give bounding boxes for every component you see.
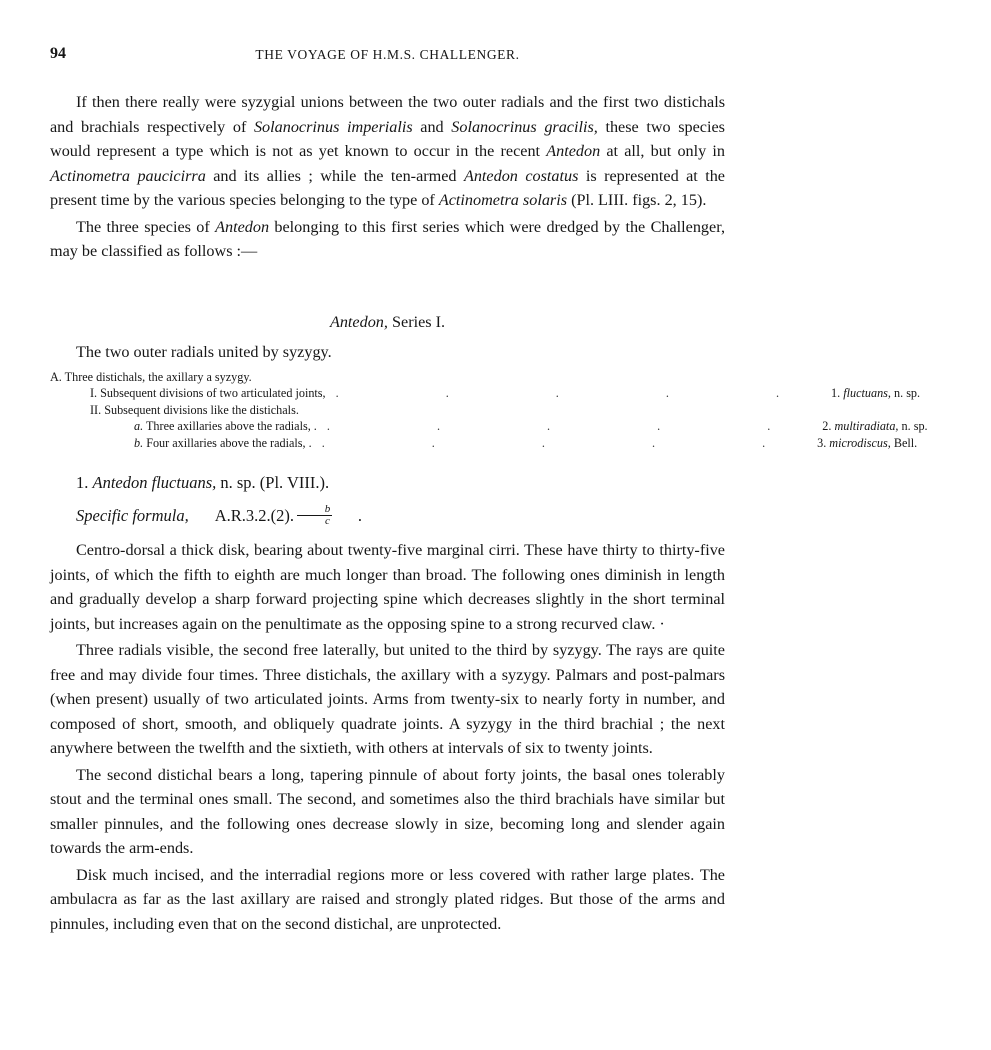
text-run: The three species of — [76, 217, 216, 236]
taxon-name: Antedon costatus — [463, 166, 579, 185]
key-text: Four axillaries above the radials, . — [143, 435, 312, 450]
body-text — [50, 90, 928, 936]
specific-formula — [50, 504, 725, 529]
species-name: Antedon fluctuans, — [92, 473, 217, 492]
text-run: If then there really were syzygial unions between the two outer radials and the first two distichals and brachials respectively of — [50, 93, 725, 136]
key-species-name: microdiscus, — [829, 435, 891, 450]
paragraph-disk: Disk much incised, and the interradial regions more or less covered with rather large plates. The ambulacra as far as the last axillary are raised and strongly plated ridges. But those of the arms and pinnules, including even that on the second distichal, are unprotected. — [50, 865, 725, 933]
text-run: belonging to this first series which were dredged by the Challenger, may be classified as follows :— — [50, 217, 725, 260]
taxon-name: Solanocrinus gracilis, — [451, 117, 598, 136]
key-row-b-sub — [50, 435, 918, 452]
key-leader-dots: . . . . . — [321, 435, 818, 450]
key-label — [134, 435, 312, 452]
formula-end: . — [357, 505, 363, 525]
formula-fraction — [297, 504, 332, 527]
fraction-numerator: b — [324, 503, 331, 516]
key-species-tail: Bell. — [890, 435, 918, 450]
series-title — [50, 310, 725, 335]
taxon-name: Actinometra solaris — [438, 191, 568, 209]
text-run: (Pl. LIII. figs. 2, 15). — [567, 191, 707, 209]
running-head: THE VOYAGE OF H.M.S. CHALLENGER. — [255, 47, 520, 62]
key-species-tail: n. sp. — [898, 419, 928, 433]
taxon-name: Antedon — [215, 217, 270, 236]
key-species-name: fluctuans, — [843, 386, 891, 400]
paragraph-syzygial-unions — [50, 90, 725, 213]
key-number: 2. — [822, 419, 835, 433]
text-run: these two species would represent a type which is not as yet known to occur in the recent — [50, 117, 725, 160]
key-label: A. Three distichals, the axillary a syzygy. — [50, 369, 252, 384]
key-label: I. Subsequent divisions of two articulated joints, — [90, 386, 326, 400]
text-run: is represented at the present time by the various species belonging to the type of — [50, 166, 725, 209]
series-genus: Antedon, — [329, 312, 388, 331]
key-species — [822, 418, 982, 435]
key-species-tail: n. sp. — [890, 386, 921, 400]
key-leader-dots: . . . . . — [335, 386, 832, 400]
species-heading — [50, 471, 725, 496]
key-row-a — [50, 369, 725, 386]
key-row-ii — [50, 402, 725, 419]
species-number: 1. — [76, 473, 93, 492]
key-leader-dots: . . . . . — [326, 419, 823, 433]
key-label: II. Subsequent divisions like the distichals. — [90, 402, 299, 417]
series-label: Series I. — [387, 312, 446, 331]
page-header — [50, 45, 725, 69]
paragraph-centro-dorsal: Centro-dorsal a thick disk, bearing about twenty-five marginal cirri. These have thirty to thirty-five joints, of which the fifth to eighth are much longer than broad. The following ones diminish in length and gradually develop a sharp forward projecting spine which decreases slightly in the short terminal joints, but increases again on the penultimate as the opposing spine to a strong recurved claw. · — [50, 541, 725, 633]
key-species-name: multiradiata, — [834, 419, 899, 433]
formula-value: A.R.3.2.(2). — [214, 505, 295, 525]
key-label — [134, 418, 317, 435]
key-species — [817, 435, 977, 452]
key-row-i — [50, 385, 921, 402]
key-letter: b. — [134, 435, 144, 450]
key-text: Three axillaries above the radials, . — [143, 419, 317, 433]
taxon-name: Solanocrinus imperialis — [253, 117, 413, 136]
classification-key — [50, 369, 928, 452]
text-run: and its allies ; while the ten-armed — [205, 166, 464, 185]
key-row-a-sub — [50, 418, 928, 435]
taxon-name: Antedon — [546, 142, 601, 160]
text-run: and — [412, 117, 452, 136]
series-description: The two outer radials united by syzygy. — [76, 343, 332, 361]
key-letter: a. — [134, 419, 144, 433]
formula-label: Specific formula, — [76, 505, 189, 525]
key-number: 3. — [817, 435, 830, 450]
species-tail: n. sp. (Pl. VIII.). — [216, 473, 330, 492]
paragraph-classification-intro — [50, 215, 725, 264]
key-species — [831, 385, 991, 402]
paragraph-radials: Three radials visible, the second free laterally, but united to the third by syzygy. The rays are quite free and may divide four times. Three distichals, the axillary with a syzygy. Palmars and post-palmars (when present) usually of two articulated joints. Arms from twenty-six to nearly forty in number, and composed of short, smooth, and obliquely quadrate joints. A syzygy in the third brachial ; the next anywhere between the twelfth and the sixtieth, with others at intervals of six to twenty joints. — [50, 641, 725, 757]
key-number: 1. — [831, 386, 844, 400]
fraction-denominator: c — [297, 515, 332, 527]
taxon-name: Actinometra paucicirra — [50, 166, 206, 185]
text-run: at all, but only in — [600, 142, 725, 160]
paragraph-distichal-pinnule: The second distichal bears a long, tapering pinnule of about forty joints, the basal ones tolerably stout and the terminal ones small. The second, and sometimes also the third brachials have similar but smaller pinnules, and the following ones decrease slowly in size, becoming long and slender again towards the arm-ends. — [50, 765, 725, 857]
page-number: 94 — [50, 45, 66, 62]
